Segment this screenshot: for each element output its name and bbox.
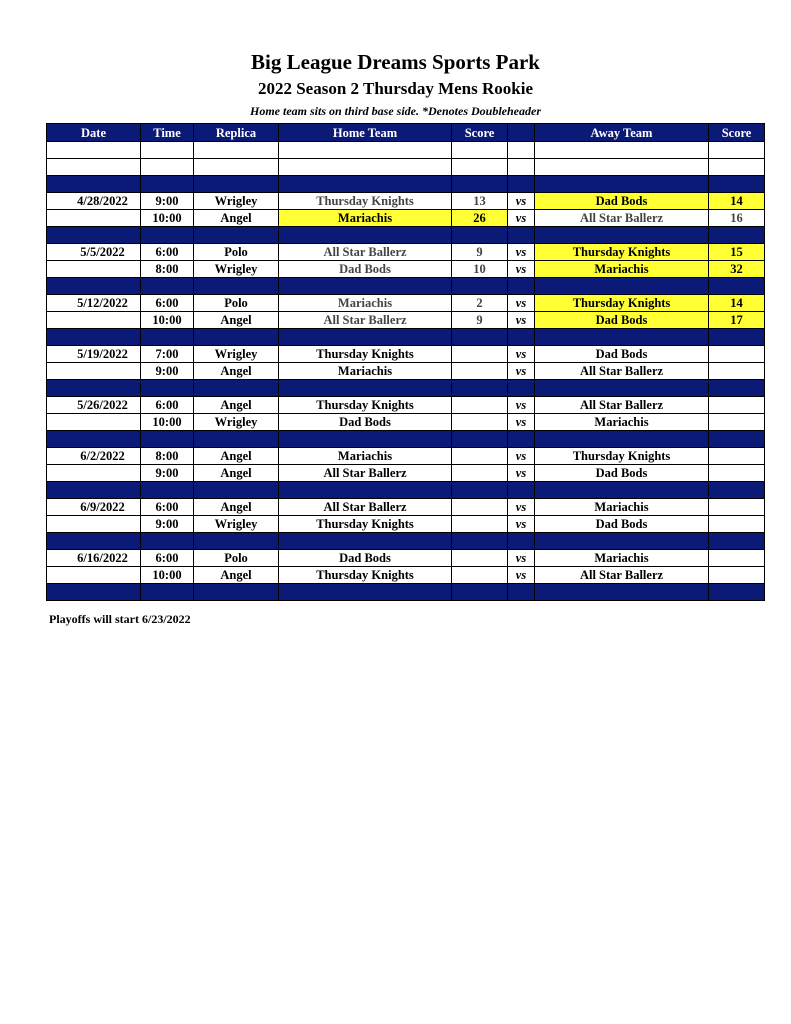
game-time: 9:00 <box>141 465 194 482</box>
schedule-body <box>47 142 765 601</box>
vs-label: vs <box>508 363 535 380</box>
column-header-home-team: Home Team <box>279 124 452 142</box>
vs-label: vs <box>508 550 535 567</box>
game-date <box>47 567 141 584</box>
game-row <box>47 550 765 567</box>
away-score: 16 <box>709 210 765 227</box>
game-time: 8:00 <box>141 261 194 278</box>
home-team: All Star Ballerz <box>279 465 452 482</box>
away-score: 32 <box>709 261 765 278</box>
home-team: All Star Ballerz <box>279 312 452 329</box>
home-team: Thursday Knights <box>279 567 452 584</box>
game-row <box>47 567 765 584</box>
game-date: 5/26/2022 <box>47 397 141 414</box>
column-header-vs <box>508 124 535 142</box>
home-team: Mariachis <box>279 448 452 465</box>
away-team: All Star Ballerz <box>535 363 709 380</box>
away-team: Dad Bods <box>535 516 709 533</box>
away-score <box>709 414 765 431</box>
home-team: Mariachis <box>279 363 452 380</box>
separator-band <box>47 380 765 397</box>
game-time: 9:00 <box>141 516 194 533</box>
game-date <box>47 516 141 533</box>
separator-band <box>47 278 765 295</box>
game-time: 10:00 <box>141 567 194 584</box>
game-time: 6:00 <box>141 499 194 516</box>
vs-label: vs <box>508 312 535 329</box>
game-replica: Wrigley <box>194 414 279 431</box>
game-row <box>47 193 765 210</box>
home-score <box>452 363 508 380</box>
home-score <box>452 414 508 431</box>
separator-band <box>47 329 765 346</box>
game-date: 6/2/2022 <box>47 448 141 465</box>
game-date: 5/19/2022 <box>47 346 141 363</box>
home-score: 26 <box>452 210 508 227</box>
away-score <box>709 567 765 584</box>
blank-row <box>47 142 765 159</box>
home-team: Mariachis <box>279 210 452 227</box>
game-date <box>47 210 141 227</box>
separator-band <box>47 176 765 193</box>
game-time: 10:00 <box>141 312 194 329</box>
home-score <box>452 465 508 482</box>
separator-band <box>47 584 765 601</box>
home-score: 9 <box>452 244 508 261</box>
game-row <box>47 295 765 312</box>
game-row <box>47 516 765 533</box>
separator-band <box>47 227 765 244</box>
game-time: 6:00 <box>141 244 194 261</box>
home-team: Thursday Knights <box>279 516 452 533</box>
away-team: All Star Ballerz <box>535 210 709 227</box>
away-score <box>709 397 765 414</box>
game-date <box>47 465 141 482</box>
vs-label: vs <box>508 397 535 414</box>
game-replica: Polo <box>194 295 279 312</box>
game-time: 6:00 <box>141 550 194 567</box>
vs-label: vs <box>508 567 535 584</box>
away-score <box>709 346 765 363</box>
home-score <box>452 397 508 414</box>
home-score: 9 <box>452 312 508 329</box>
home-team: All Star Ballerz <box>279 244 452 261</box>
game-replica: Angel <box>194 363 279 380</box>
game-row <box>47 210 765 227</box>
away-score: 15 <box>709 244 765 261</box>
vs-label: vs <box>508 499 535 516</box>
home-team: Dad Bods <box>279 550 452 567</box>
away-score <box>709 465 765 482</box>
home-score: 10 <box>452 261 508 278</box>
vs-label: vs <box>508 465 535 482</box>
away-team: Dad Bods <box>535 346 709 363</box>
column-header-time: Time <box>141 124 194 142</box>
away-team: Dad Bods <box>535 312 709 329</box>
away-team: Thursday Knights <box>535 448 709 465</box>
separator-band <box>47 482 765 499</box>
vs-label: vs <box>508 261 535 278</box>
game-row <box>47 465 765 482</box>
game-row <box>47 346 765 363</box>
schedule-table <box>46 123 765 601</box>
home-score <box>452 448 508 465</box>
vs-label: vs <box>508 516 535 533</box>
column-header-away-score: Score <box>709 124 765 142</box>
separator-band <box>47 533 765 550</box>
game-date <box>47 312 141 329</box>
vs-label: vs <box>508 210 535 227</box>
game-replica: Angel <box>194 448 279 465</box>
home-score <box>452 499 508 516</box>
game-replica: Polo <box>194 550 279 567</box>
game-time: 10:00 <box>141 210 194 227</box>
game-row <box>47 397 765 414</box>
away-team: Mariachis <box>535 499 709 516</box>
game-row <box>47 244 765 261</box>
column-header-home-score: Score <box>452 124 508 142</box>
blank-row <box>47 159 765 176</box>
home-score <box>452 567 508 584</box>
away-team: Dad Bods <box>535 193 709 210</box>
home-team: Thursday Knights <box>279 346 452 363</box>
game-replica: Wrigley <box>194 261 279 278</box>
game-row <box>47 312 765 329</box>
column-header-replica: Replica <box>194 124 279 142</box>
away-team: Mariachis <box>535 550 709 567</box>
game-date: 4/28/2022 <box>47 193 141 210</box>
away-score <box>709 499 765 516</box>
game-row <box>47 414 765 431</box>
away-score <box>709 363 765 380</box>
column-header-date: Date <box>47 124 141 142</box>
away-team: Mariachis <box>535 261 709 278</box>
game-replica: Wrigley <box>194 346 279 363</box>
vs-label: vs <box>508 244 535 261</box>
away-score: 14 <box>709 295 765 312</box>
home-score <box>452 516 508 533</box>
home-score <box>452 550 508 567</box>
game-date <box>47 363 141 380</box>
game-row <box>47 363 765 380</box>
home-team: Mariachis <box>279 295 452 312</box>
home-team: Dad Bods <box>279 261 452 278</box>
away-score <box>709 516 765 533</box>
game-replica: Angel <box>194 465 279 482</box>
away-score: 17 <box>709 312 765 329</box>
game-date <box>47 414 141 431</box>
home-team: Thursday Knights <box>279 397 452 414</box>
vs-label: vs <box>508 448 535 465</box>
game-replica: Angel <box>194 397 279 414</box>
vs-label: vs <box>508 414 535 431</box>
vs-label: vs <box>508 346 535 363</box>
game-replica: Wrigley <box>194 193 279 210</box>
table-header-row <box>47 124 765 142</box>
game-replica: Angel <box>194 312 279 329</box>
away-score <box>709 550 765 567</box>
away-score: 14 <box>709 193 765 210</box>
game-date: 6/9/2022 <box>47 499 141 516</box>
page-title: Big League Dreams Sports Park <box>251 50 540 74</box>
schedule-note: Home team sits on third base side. *Denotes Doubleheader <box>250 104 541 118</box>
home-score: 13 <box>452 193 508 210</box>
vs-label: vs <box>508 193 535 210</box>
playoffs-note: Playoffs will start 6/23/2022 <box>49 612 191 626</box>
away-team: Mariachis <box>535 414 709 431</box>
game-time: 7:00 <box>141 346 194 363</box>
game-replica: Wrigley <box>194 516 279 533</box>
home-score: 2 <box>452 295 508 312</box>
away-score <box>709 448 765 465</box>
column-header-away-team: Away Team <box>535 124 709 142</box>
away-team: Thursday Knights <box>535 244 709 261</box>
game-time: 6:00 <box>141 397 194 414</box>
game-time: 6:00 <box>141 295 194 312</box>
away-team: All Star Ballerz <box>535 397 709 414</box>
game-replica: Polo <box>194 244 279 261</box>
page-subtitle: 2022 Season 2 Thursday Mens Rookie <box>257 79 534 98</box>
game-row <box>47 448 765 465</box>
game-replica: Angel <box>194 567 279 584</box>
game-date: 6/16/2022 <box>47 550 141 567</box>
game-date <box>47 261 141 278</box>
game-time: 8:00 <box>141 448 194 465</box>
vs-label: vs <box>508 295 535 312</box>
game-time: 10:00 <box>141 414 194 431</box>
home-team: All Star Ballerz <box>279 499 452 516</box>
away-team: Thursday Knights <box>535 295 709 312</box>
game-row <box>47 499 765 516</box>
game-time: 9:00 <box>141 363 194 380</box>
away-team: Dad Bods <box>535 465 709 482</box>
separator-band <box>47 431 765 448</box>
away-team: All Star Ballerz <box>535 567 709 584</box>
game-row <box>47 261 765 278</box>
game-replica: Angel <box>194 499 279 516</box>
home-team: Thursday Knights <box>279 193 452 210</box>
game-replica: Angel <box>194 210 279 227</box>
home-score <box>452 346 508 363</box>
game-time: 9:00 <box>141 193 194 210</box>
game-date: 5/12/2022 <box>47 295 141 312</box>
game-date: 5/5/2022 <box>47 244 141 261</box>
home-team: Dad Bods <box>279 414 452 431</box>
